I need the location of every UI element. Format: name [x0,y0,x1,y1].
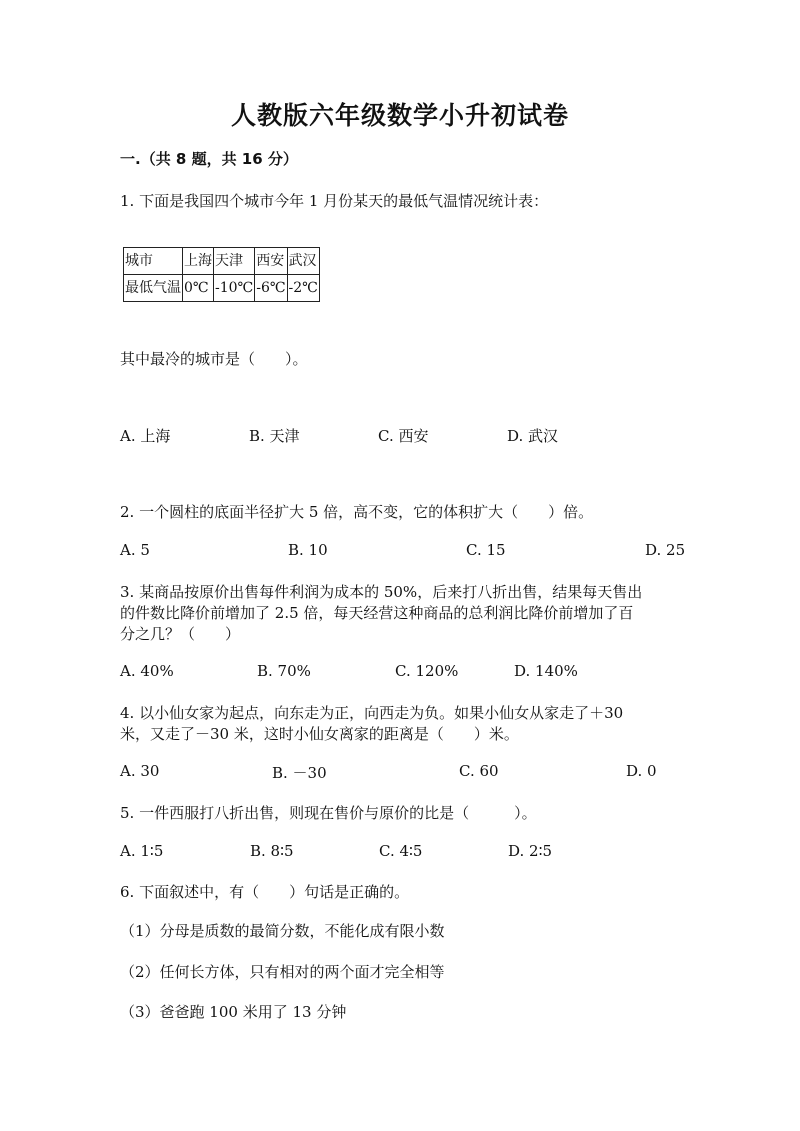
q5-stem: 5. 一件西服打八折出售，则现在售价与原价的比是（ ）。 [120,804,537,822]
q1-option-a: A. 上海 [120,427,171,445]
q1-question: 其中最冷的城市是（ ）。 [120,350,308,368]
q5-option-b: B. 8∶5 [250,842,294,860]
q2-stem: 2. 一个圆柱的底面半径扩大 5 倍，高不变，它的体积扩大（ ）倍。 [120,503,594,521]
q1-option-b: B. 天津 [249,427,300,445]
q1-option-c: C. 西安 [378,427,429,445]
q6-item-2: （2）任何长方体，只有相对的两个面才完全相等 [120,963,445,981]
table-cell: 西安 [255,248,287,275]
q3-line-1: 3. 某商品按原价出售每件利润为成本的 50%，后来打八折出售，结果每天售出 [120,583,643,601]
table-cell: 上海 [183,248,214,275]
q4-option-b: B. －30 [272,764,327,782]
table-cell: 武汉 [287,248,319,275]
temperature-table [123,247,320,302]
q1-stem: 1. 下面是我国四个城市今年 1 月份某天的最低气温情况统计表： [120,192,549,210]
table-cell: 天津 [214,248,255,275]
q3-option-b: B. 70% [257,662,311,680]
q4-option-c: C. 60 [459,762,499,780]
q3-option-a: A. 40% [120,662,174,680]
page-title: 人教版六年级数学小升初试卷 [230,101,569,130]
q5-option-a: A. 1∶5 [120,842,164,860]
q1-option-d: D. 武汉 [507,427,559,445]
q5-option-c: C. 4∶5 [379,842,423,860]
section-heading: 一.（共 8 题，共 16 分） [120,150,298,168]
q3-line-3: 分之几？（ ） [120,625,241,643]
table-cell: -2℃ [287,275,319,302]
q6-item-1: （1）分母是质数的最简分数，不能化成有限小数 [120,922,445,940]
q2-option-a: A. 5 [120,541,150,559]
table-cell: 0℃ [183,275,214,302]
table-cell: 最低气温 [124,275,183,302]
table-cell: 城市 [124,248,183,275]
q4-option-a: A. 30 [120,762,160,780]
q5-option-d: D. 2∶5 [508,842,553,860]
q2-option-c: C. 15 [466,541,506,559]
q6-stem: 6. 下面叙述中，有（ ）句话是正确的。 [120,883,410,901]
q2-option-d: D. 25 [645,541,686,559]
table-row [124,275,320,302]
q6-item-3: （3）爸爸跑 100 米用了 13 分钟 [120,1003,347,1021]
table-cell: -10℃ [214,275,255,302]
q3-option-c: C. 120% [395,662,459,680]
q2-option-b: B. 10 [288,541,328,559]
q4-option-d: D. 0 [626,762,657,780]
q3-line-2: 的件数比降价前增加了 2.5 倍，每天经营这种商品的总利润比降价前增加了百 [120,604,634,622]
q4-line-2: 米，又走了－30 米，这时小仙女离家的距离是（ ）米。 [120,725,519,743]
table-row [124,248,320,275]
q3-option-d: D. 140% [514,662,578,680]
table-cell: -6℃ [255,275,287,302]
q4-line-1: 4. 以小仙女家为起点，向东走为正，向西走为负。如果小仙女从家走了＋30 [120,704,624,722]
